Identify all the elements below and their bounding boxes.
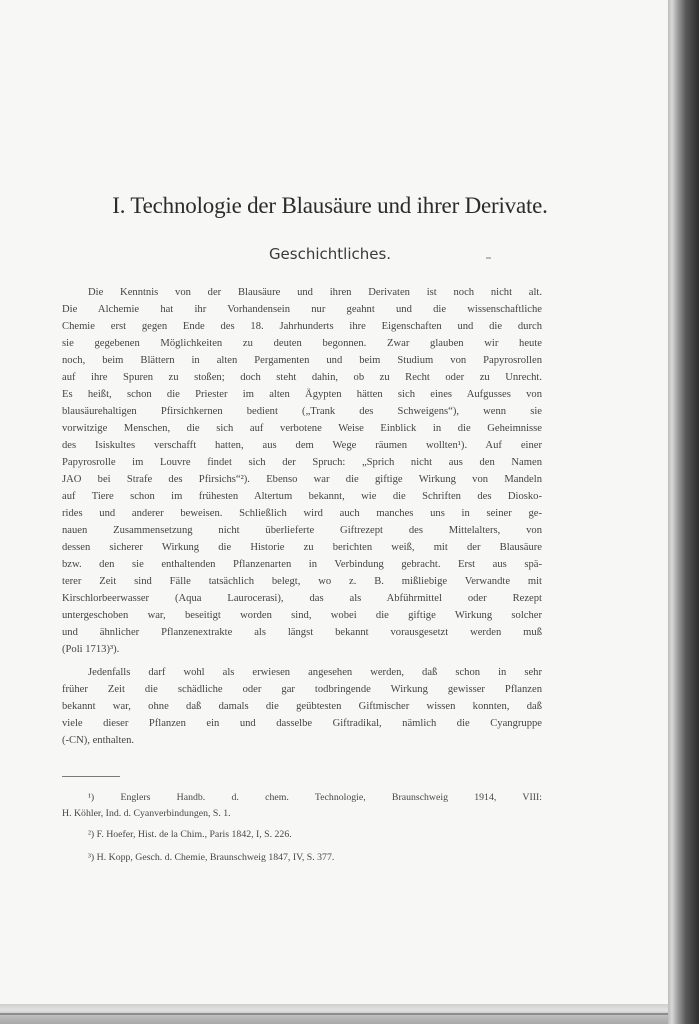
text-line: Es heißt, schon die Priester im alten Ägypten hätten sich eines Aufgusses von xyxy=(62,389,542,400)
text-line: (-CN), enthalten. xyxy=(62,735,135,746)
text-line: vorwitzige Menschen, die sich auf verbotene Weise Einblick in die Geheimnisse xyxy=(62,423,542,434)
page-edge-line xyxy=(0,1013,668,1015)
text-line: (Poli 1713)³). xyxy=(62,644,120,655)
text-line: noch, beim Blättern in alten Pergamenten und beim Studium von Papyrosrollen xyxy=(62,355,542,366)
text-line: Papyrosrolle im Louvre findet sich der Spruch: „Sprich nicht aus den Namen xyxy=(62,457,542,468)
text-line: Kirschlorbeerwasser (Aqua Laurocerasi), das als Abführmittel oder Rezept xyxy=(62,593,542,604)
text-line: und ähnlicher Pflanzenextrakte als längst bekannt vorausgesetzt werden muß xyxy=(62,627,542,638)
text-line: auf Tiere schon im frühesten Altertum bekannt, wie die Schriften des Diosko- xyxy=(62,491,542,502)
text-line: JAO bei Strafe des Pfirsichs“²). Ebenso war die giftige Wirkung von Mandeln xyxy=(62,474,542,485)
text-line: untergeschoben war, beseitigt worden sind, wobei die giftige Wirkung solcher xyxy=(62,610,542,621)
print-speck xyxy=(486,257,491,259)
text-line: früher Zeit die schädliche oder gar todbringende Wirkung gewisser Pflanzen xyxy=(62,684,542,695)
text-line: auf ihre Spuren zu stoßen; doch steht dahin, ob zu Recht oder zu Unrecht. xyxy=(62,372,542,383)
text-line: Chemie erst gegen Ende des 18. Jahrhunderts ihre Eigenschaften und die durch xyxy=(62,321,542,332)
text-line: nauen Zusammensetzung nicht überlieferte Giftrezept des Mittelalters, von xyxy=(62,525,542,536)
footnote-line: H. Köhler, Ind. d. Cyanverbindungen, S. 1. xyxy=(62,808,231,819)
text-line: Die Alchemie hat ihr Vorhandensein nur geahnt und die wissenschaftliche xyxy=(62,304,542,315)
text-line: dessen sicherer Wirkung die Historie zu berichten weiß, mit der Blausäure xyxy=(62,542,542,553)
book-spine-shadow xyxy=(668,0,699,1024)
text-line: blausäurehaltigen Pfirsichkernen bedient („Trank des Schweigens“), wenn sie xyxy=(62,406,542,417)
section-title: Geschichtliches. xyxy=(268,245,392,263)
footnote-line: ¹) Englers Handb. d. chem. Technologie, Braunschweig 1914, VIII: xyxy=(88,792,542,803)
text-line: bekannt war, ohne daß damals die geübtesten Giftmischer wissen konnten, daß xyxy=(62,701,542,712)
text-line: terer Zeit sind Fälle tatsächlich belegt, wo z. B. mißliebige Verwandte mit xyxy=(62,576,542,587)
text-line: rides und anderer beweisen. Schließlich wird auch manches uns in seiner ge- xyxy=(62,508,542,519)
text-line: des Isiskultes verschafft hatten, aus dem Wege räumen wollten¹). Auf einer xyxy=(62,440,542,451)
footnote-line: ²) F. Hoefer, Hist. de la Chim., Paris 1842, I, S. 226. xyxy=(88,829,292,840)
text-line: Die Kenntnis von der Blausäure und ihren Derivaten ist noch nicht alt. xyxy=(88,287,542,298)
text-line: viele dieser Pflanzen ein und dasselbe Giftradikal, nämlich die Cyangruppe xyxy=(62,718,542,729)
text-line: Jedenfalls darf wohl als erwiesen angesehen werden, daß schon in sehr xyxy=(88,667,542,678)
text-line: sie gegebenen Möglichkeiten zu deuten begonnen. Zwar glauben wir heute xyxy=(62,338,542,349)
footnote-divider xyxy=(62,776,120,777)
text-line: bzw. den sie enthaltenden Pflanzenarten in Verbindung gebracht. Erst aus spä- xyxy=(62,559,542,570)
footnote-line: ³) H. Kopp, Gesch. d. Chemie, Braunschweig 1847, IV, S. 377. xyxy=(88,852,335,863)
chapter-title: I. Technologie der Blausäure und ihrer Derivate. xyxy=(112,193,548,218)
